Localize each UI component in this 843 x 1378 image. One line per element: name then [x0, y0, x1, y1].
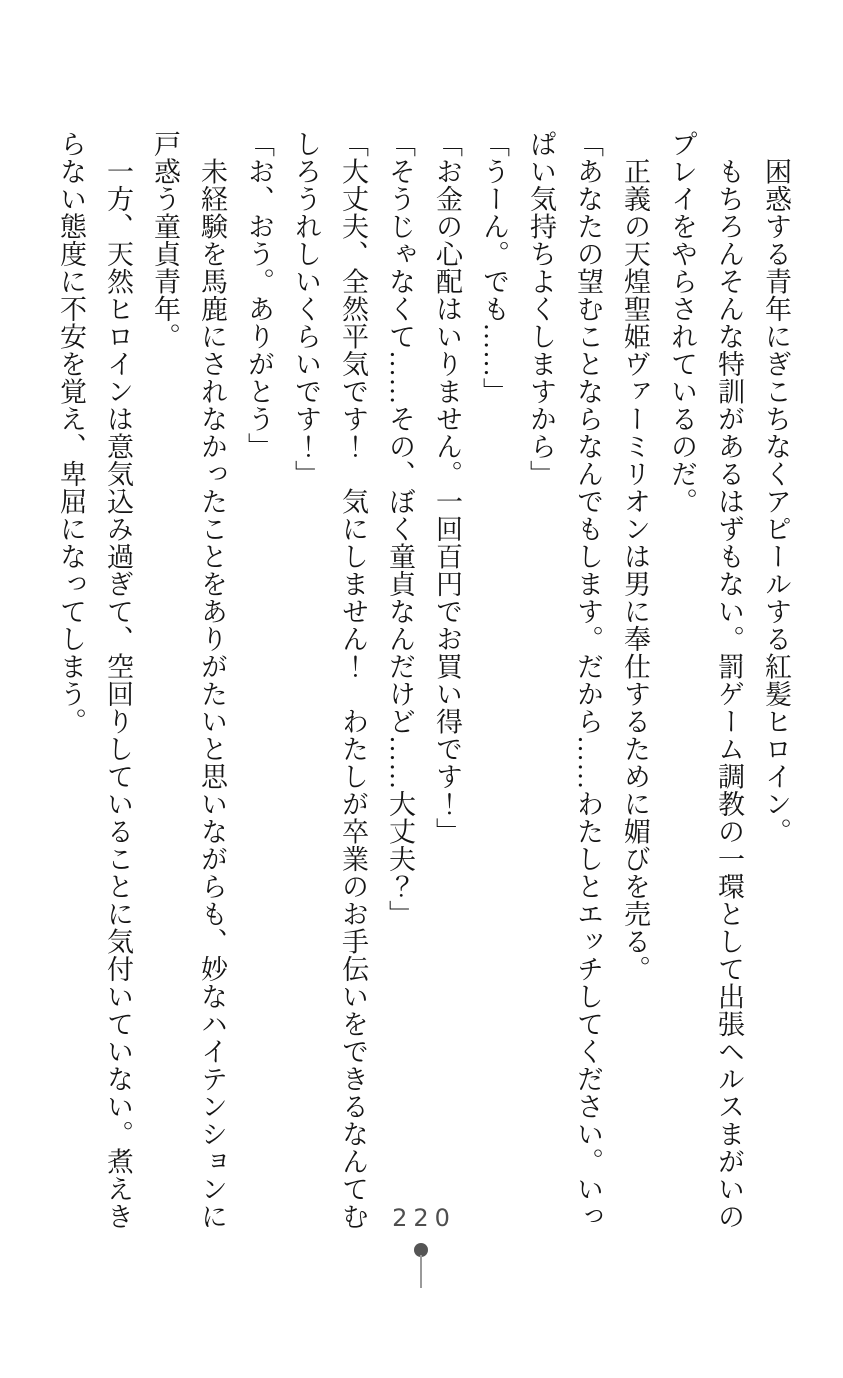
text-line: 困惑する青年にぎこちなくアピールする紅髪ヒロイン。	[761, 130, 791, 845]
text-line: もちろんそんな特訓があるはずもない。罰ゲーム調教の一環として出張ヘルスまがいの	[714, 130, 744, 1230]
text-line: 一方、天然ヒロインは意気込み過ぎて、空回りしていることに気付いていない。煮えき	[103, 130, 133, 1230]
text-line: プレイをやらされているのだ。	[667, 130, 697, 515]
text-line: 正義の天煌聖姫ヴァーミリオンは男に奉仕するために媚びを売る。	[620, 130, 650, 983]
text-line: 「そうじゃなくて……その、ぼく童貞なんだけど……大丈夫？」	[385, 130, 415, 928]
page-text-block	[47, 130, 799, 1238]
page-marker-line	[420, 1255, 422, 1288]
text-line: 戸惑う童貞青年。	[150, 130, 180, 350]
text-line: らない態度に不安を覚え、卑屈になってしまう。	[56, 130, 86, 735]
text-line: ぱい気持ちよくしますから」	[526, 130, 556, 488]
text-line: 「お、おう。ありがとう」	[244, 130, 274, 460]
text-line: 未経験を馬鹿にされなかったことをありがたいと思いながらも、妙なハイテンションに	[197, 130, 227, 1230]
text-line: 「お金の心配はいりません。一回百円でお買い得です！」	[432, 130, 462, 845]
page-footer	[0, 1204, 843, 1378]
text-line: 「あなたの望むことならなんでもします。だから……わたしとエッチしてください。いっ	[573, 130, 603, 1230]
text-line: しろうれしいくらいです！」	[291, 130, 321, 488]
text-line: 「大丈夫、全然平気です！ 気にしません！ わたしが卒業のお手伝いをできるなんてむ	[338, 130, 368, 1230]
text-line: 「うーん。でも……」	[479, 130, 509, 405]
page-number: 220	[392, 1204, 456, 1232]
